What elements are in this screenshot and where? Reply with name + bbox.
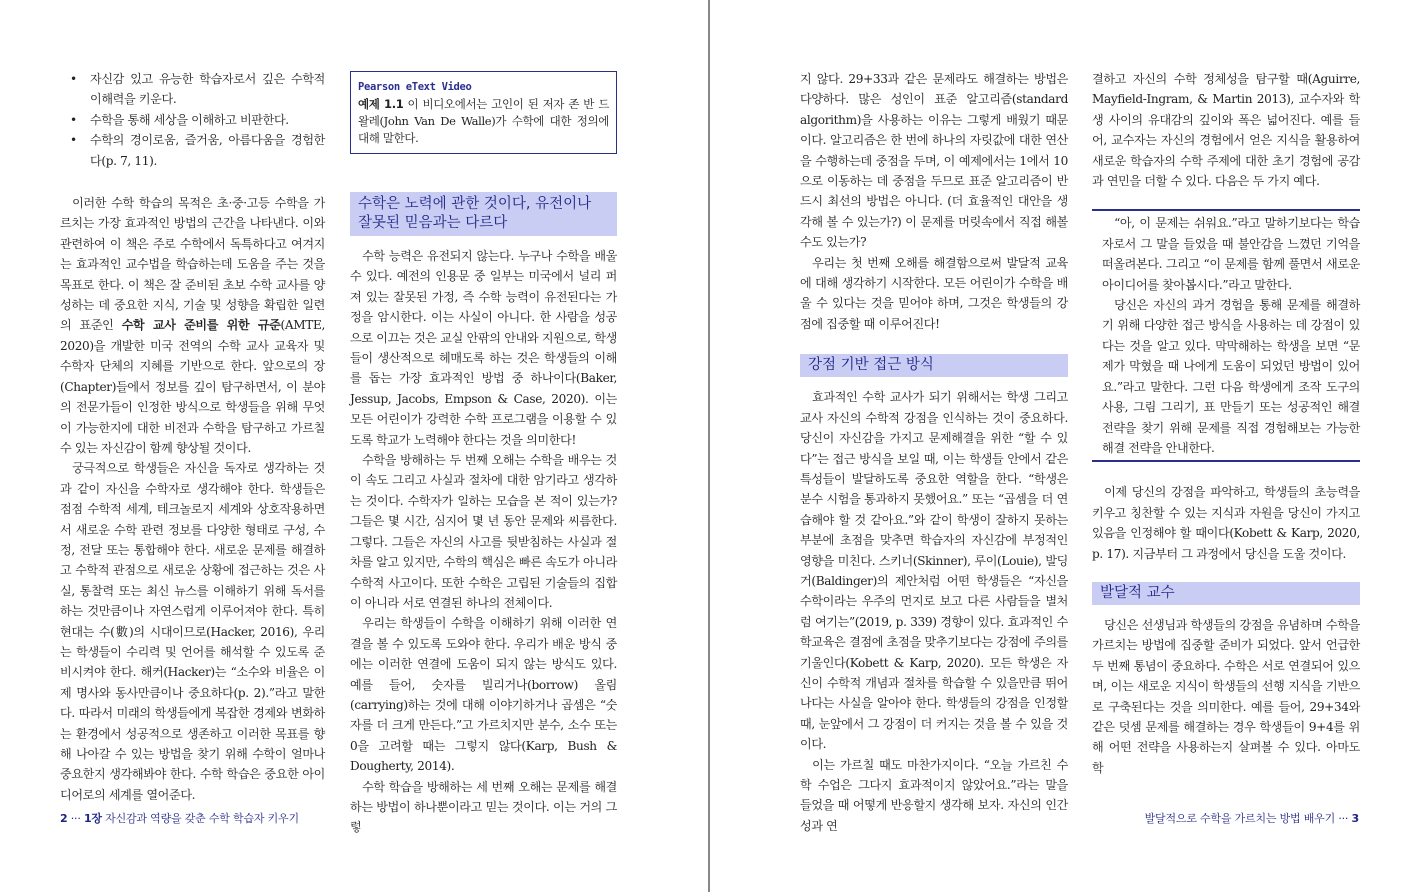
page-footer-left (60, 810, 299, 826)
body-paragraph: 수학 능력은 유전되지 않는다. 누구나 수학을 배울 수 있다. 예전의 인용문 중 일부는 미국에서 널리 퍼져 있는 잘못된 가정, 즉 수학 능력이 유전된다는 가정을 암시한다. 이는 사실이 아니다. 한 사람을 성공으로 이끄는 것은 교실 안팎의 안내와 지원으로, 학생들이 생산적으로 헤매도록 하는 것은 학생들의 이해를 돕는 가장 효과적인 방법 중 하나이다(Baker, Jessup, Jacobs, Empson & Case, 2020). 이는 모든 어린이가 강력한 수학 프로그램을 이용할 수 있도록 학교가 노력해야 한다는 것을 의미한다! (350, 249, 617, 447)
body-paragraph: 우리는 학생들이 수학을 이해하기 위해 이러한 연결을 볼 수 있도록 도와야 한다. 우리가 배운 방식 중에는 이러한 연결에 도움이 되지 않는 방식도 있다. 예를 들어, 숫자를 빌리거나(borrow) 올림(carrying)하는 것에 대해 이야기하거나 곱셈은 “숫자를 더 크게 만든다.”고 가르치지만 분수, 소수 또는 0을 고려할 때는 그렇지 않다(Karp, Bush & Dougherty, 2014). (350, 616, 617, 774)
body-paragraph: 수학 학습을 방해하는 세 번째 오해는 문제를 해결하는 방법이 하나뿐이라고 믿는 것이다. 이는 거의 그렇 (350, 779, 617, 835)
left-column-1 (60, 69, 325, 805)
body-paragraph: 이제 당신의 강점을 파악하고, 학생들의 초능력을 키우고 칭찬할 수 있는 지식과 자원을 당신이 가지고 있음을 인정해야 할 때이다(Kobett & Karp, 2020, p. 17). 지금부터 그 과정에서 당신을 도울 것이다. (1092, 485, 1360, 561)
body-paragraph: 효과적인 수학 교사가 되기 위해서는 학생 그리고 교사 자신의 수학적 강점을 인식하는 것이 중요하다. 당신이 자신감을 가지고 문제해결을 위한 “할 수 있다”는 접근 방식을 보일 때, 이는 학생들 안에서 같은 특성들이 발달하도록 중요한 역할을 한다. “학생은 분수 시험을 통과하지 못했어요.” 또는 “곱셈을 더 연습해야 할 것 같아요.”와 같이 학생이 잘하지 못하는 부분에 초점을 맞추면 학습자의 자신감에 부정적인 영향을 미친다. 스키너(Skinner), 루이(Louie), 발딩거(Baldinger)의 제안처럼 어떤 학생들은 “자신을 수학이라는 우주의 먼지로 보고 다른 사람들을 별처럼 여기는”(2019, p. 339) 경향이 있다. 효과적인 수학교육은 결점에 초점을 맞추기보다는 강점에 주의를 기울인다(Kobett & Karp, 2020). 모든 학생은 자신이 수학적 개념과 절차를 학습할 수 있을만큼 뛰어나다는 사실을 알아야 한다. 학생들의 강점을 인정할 때, 눈앞에서 그 강점이 더 커지는 것을 볼 수 있을 것이다. (800, 390, 1068, 752)
quote-paragraph: 당신은 자신의 과거 경험을 통해 문제를 해결하기 위해 다양한 접근 방식을 사용하는 데 강점이 있다는 것을 알고 있다. 막막해하는 학생을 보면 “문제가 막혔을 때 나에게 도움이 되었던 방법이 있어요.”라고 말한다. 그런 다음 학생에게 조작 도구의 사용, 그림 그리기, 표 만들기 또는 성공적인 해결 전략을 찾기 위해 문제를 직접 경험해보는 가능한 해결 전략을 안내한다. (1102, 298, 1360, 455)
paragraph-text: (AMTE, 2020)을 개발한 미국 전역의 수학 교사 교육자 및 수학자 단체의 지혜를 기반으로 한다. 앞으로의 장(Chapter)들에서 정보를 깊이 탐구하면서, 이 분야의 전문가들이 인정한 방식으로 학생들을 위해 무엇이 가능한지에 대한 비전과 수학을 탐구하고 가르칠 수 있는 자신감이 함께 향상될 것이다. (60, 318, 325, 455)
body-paragraph: 수학을 방해하는 두 번째 오해는 수학을 배우는 것이 속도 그리고 사실과 절차에 대한 암기라고 생각하는 것이다. 수학자가 일하는 모습을 본 적이 있는가? 그들은 몇 시간, 심지어 몇 년 동안 문제와 씨름한다. 그렇다. 그들은 자신의 사고를 뒷받침하는 사실과 절차를 알고 있지만, 수학의 핵심은 빠른 속도가 아니라 수학적 사고이다. 또한 수학은 고립된 기술들의 집합이 아니라 서로 연결된 하나의 전체이다. (350, 453, 617, 610)
list-item: • 수학의 경이로움, 즐거움, 아름다움을 경험한다(p. 7, 11). (70, 130, 325, 171)
left-page (0, 0, 708, 892)
video-callout-body (358, 96, 609, 147)
body-paragraph: 궁극적으로 학생들은 자신을 독자로 생각하는 것과 같이 자신을 수학자로 생각해야 한다. 학생들은 점점 수학적 세계, 테크놀로지 세계와 상호작용하면서 새로운 수학 관련 정보를 다양한 형태로 구성, 수정, 전달 또는 통합해야 한다. 새로운 문제를 해결하고 수학적 관점으로 새로운 상황에 접근하는 것은 사실, 통찰력 또는 최신 뉴스를 이해하기 위해 독서를 하는 것만큼이나 자연스럽게 이루어져야 한다. 특히 현대는 수(數)의 시대이므로(Hacker, 2016), 우리는 학생들이 수리력 및 언어를 해석할 수 있도록 준비시켜야 한다. 해커(Hacker)는 “소수와 비율은 이제 명사와 동사만큼이나 중요하다(p. 2).”라고 말한다. 따라서 미래의 학생들에게 복잡한 경제와 변화하는 환경에서 성공적으로 생존하고 이러한 목표를 향해 나아갈 수 있는 방법을 찾기 위해 수학이 얼마나 중요한지 생각해봐야 한다. 수학 학습은 중요한 아이디어로의 세계를 열어준다. (60, 461, 325, 802)
list-item: • 수학을 통해 세상을 이해하고 비판한다. (70, 110, 325, 130)
body-paragraph: 지 않다. 29+33과 같은 문제라도 해결하는 방법은 다양하다. 많은 성인이 표준 알고리즘(standard algorithm)을 사용하는 이유는 그렇게 배웠기 때문이다. 알고리즘은 한 번에 하나의 자릿값에 대한 연산을 수행하는데 중점을 두며, 이 예제에서는 1에서 10으로 이동하는 데 중점을 두므로 표준 알고리즘이 반드시 최선의 방법은 아니다. (더 효율적인 대안을 생각해 볼 수 있는가?) 이 문제를 머릿속에서 직접 해볼 수도 있는가? (800, 72, 1068, 250)
section-heading: 강점 기반 접근 방식 (800, 354, 1068, 377)
left-column-2 (350, 69, 617, 838)
quote-paragraph: “아, 이 문제는 쉬워요.”라고 말하기보다는 학습자로서 그 말을 들었을 때 불안감을 느꼈던 기억을 떠올려본다. 그리고 “이 문제를 함께 풀면서 새로운 아이디어를 찾아봅시다.”라고 말한다. (1102, 216, 1360, 292)
right-column-1 (800, 69, 1068, 836)
page-footer-right (1145, 810, 1359, 826)
right-page (710, 0, 1417, 892)
page-number: 2 (60, 812, 68, 825)
example-quote-box (1092, 209, 1360, 462)
video-example-label: 예제 1.1 (358, 97, 404, 111)
video-callout-title: Pearson eText Video (358, 81, 472, 93)
bullet-list (70, 69, 325, 171)
video-callout-box[interactable] (350, 71, 617, 154)
section-heading: 수학은 노력에 관한 것이다, 유전이나 잘못된 믿음과는 다르다 (350, 192, 617, 236)
body-paragraph: 우리는 첫 번째 오해를 해결함으로써 발달적 교육에 대해 생각하기 시작한다. 모든 어린이가 수학을 배울 수 있다는 것을 믿어야 하며, 그것은 학생들의 강점에 집중할 때 이루어진다! (800, 255, 1068, 331)
running-title: 자신감과 역량을 갖춘 수학 학습자 키우기 (101, 812, 299, 825)
page-number: 3 (1351, 812, 1359, 825)
body-paragraph (60, 193, 325, 458)
body-paragraph: 이는 가르칠 때도 마찬가지이다. “오늘 가르친 수학 수업은 그다지 효과적이지 않았어요.”라는 말을 들었을 때 어떻게 반응할지 생각해 보자. 자신의 인간성과 연 (800, 757, 1068, 833)
footer-separator: ··· (67, 812, 84, 825)
bold-term: 수학 교사 준비를 위한 규준 (121, 318, 281, 333)
running-title: 발달적으로 수학을 가르치는 방법 배우기 (1144, 812, 1336, 825)
right-column-2 (1092, 69, 1360, 778)
footer-separator: ··· (1335, 812, 1352, 825)
list-item: • 자신감 있고 유능한 학습자로서 깊은 수학적 이해력을 키운다. (70, 69, 325, 110)
section-heading: 발달적 교수 (1092, 582, 1360, 605)
body-paragraph: 당신은 선생님과 학생들의 강점을 유념하며 수학을 가르치는 방법에 집중할 준비가 되었다. 앞서 언급한 두 번째 통념이 중요하다. 수학은 서로 연결되어 있으며, 이는 새로운 지식이 학생들의 선행 지식을 기반으로 구축된다는 것을 의미한다. 예를 들어, 29+34와 같은 덧셈 문제를 해결하는 경우 학생들이 9+4를 위해 어떤 전략을 사용하는지 살펴볼 수 있다. 아마도 학 (1092, 617, 1360, 775)
chapter-label: 1장 (83, 812, 102, 825)
video-description: 이 비디오에서는 고인이 된 저자 존 반 드왈레(John Van De Walle)가 수학에 대한 정의에 대해 말한다. (358, 97, 609, 145)
paragraph-text: 이러한 수학 학습의 목적은 초·중·고등 수학을 가르치는 가장 효과적인 방법의 근간을 나타낸다. 이와 관련하여 이 책은 주로 수학에서 독특하다고 여겨지는 효과적인 교수법을 학습하는데 도움을 주는 것을 목표로 한다. 이 책은 잘 준비된 초보 수학 교사를 양성하는 데 중요한 지식, 기술 및 성향을 확립한 일련의 표준인 (60, 196, 325, 333)
body-paragraph: 결하고 자신의 수학 정체성을 탐구할 때(Aguirre, Mayfield-Ingram, & Martin 2013), 교수자와 학생 사이의 유대감의 깊이와 폭은 넓어진다. 예를 들어, 교수자는 자신의 경험에서 얻은 지식을 활용하여 새로운 학습자의 수학 주제에 대한 초기 경험에 공감과 연민을 더할 수 있다. 다음은 두 가지 예다. (1092, 72, 1360, 189)
